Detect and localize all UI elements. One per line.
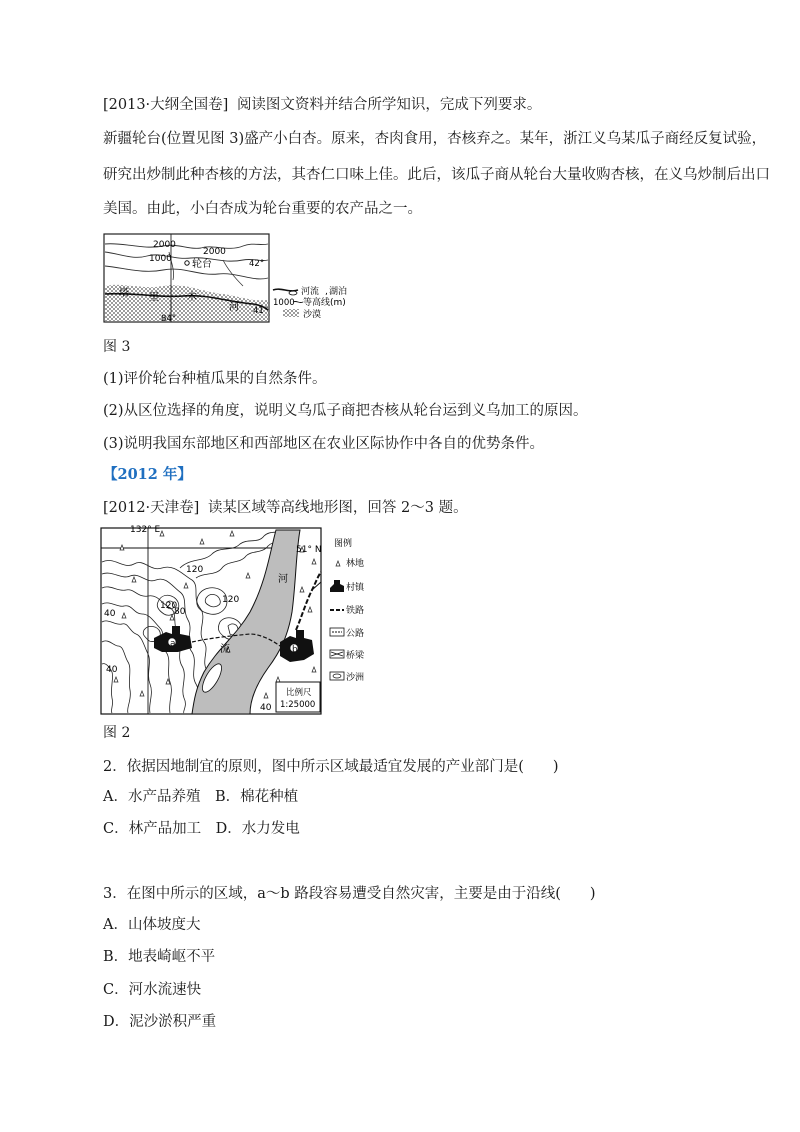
legend-contour-value: 1000 [273,298,295,308]
river-label: 河 [229,302,239,313]
legend-road-label: 公路 [346,629,365,639]
legend-desert-label: 沙漠 [303,310,322,320]
latitude-label: 51° N [296,545,322,555]
contour-label: 1000 [149,254,172,264]
legend-town-label: 村镇 [346,583,365,593]
contour-label: 40 [106,665,118,675]
figure2-caption: 图 2 [103,725,131,741]
figure3-legend [273,285,347,320]
legend-forest-icon [336,561,340,566]
legend-title: 图例 [334,539,353,549]
mcq3-option-b: B．地表崎岖不平 [103,949,216,965]
longitude-label: 132° E [130,525,161,535]
town-b-label: b [292,645,298,655]
legend-town-icon [330,580,344,592]
legend-river-label: 河流 [301,287,320,297]
q2013-question-1: (1)评价轮台种植瓜果的自然条件。 [103,371,327,387]
mcq3-stem: 3．在图中所示的区域，a～b 路段容易遭受自然灾害，主要是由于沿线( ) [103,886,596,902]
q2013-intro [103,94,541,116]
q2012-source: [2012·天津卷] [103,500,200,516]
legend-lake-symbol [289,291,297,295]
legend-river-symbol [273,289,298,291]
luntai-city-marker [185,261,189,265]
mcq2-options-row2: C．林产品加工 D．水力发电 [103,821,300,837]
mcq2-stem: 2．依据因地制宜的原则，图中所示区域最适宜发展的产业部门是( ) [103,759,559,775]
town-a-label: a [170,639,176,649]
mcq3-option-d: D．泥沙淤积严重 [103,1014,217,1030]
legend-forest-label: 林地 [346,559,365,569]
contour-label: 120 [186,565,204,575]
q2013-para-line3: 美国。由此，小白杏成为轮台重要的农产品之一。 [103,201,422,217]
legend-bridge-label: 桥梁 [346,651,365,661]
q2012-intro [103,497,468,519]
latitude-label: 41° [253,306,269,316]
latitude-label: 42° [249,259,265,269]
q2012-instruction: 读某区域等高线地形图，回答 2～3 题。 [207,500,468,516]
river-label: 木 [187,292,197,303]
q2013-question-2: (2)从区位选择的角度，说明义乌瓜子商把杏核从轮台运到义乌加工的原因。 [103,403,588,419]
q2013-question-3: (3)说明我国东部地区和西部地区在农业区际协作中各自的优势条件。 [103,436,545,452]
river-label: 塔 [119,288,129,299]
contour-label: 80 [174,607,186,617]
mcq3-option-a: A．山体坡度大 [103,917,201,933]
figure2-legend [330,537,365,683]
q2013-source: [2013·大纲全国卷] [103,97,229,113]
legend-railway-label: 铁路 [346,606,365,616]
figure2-map [100,522,385,717]
mcq2-options-row1: A．水产品养殖 B．棉花种植 [103,789,299,805]
figure3-caption: 图 3 [103,339,131,355]
contour-label: 2000 [153,240,176,250]
river-label: 河 [278,574,288,585]
figure3-map [103,230,368,325]
mcq3-option-c: C．河水流速快 [103,982,202,998]
legend-separator: , [325,287,328,297]
legend-lake-label: 湖泊 [329,287,348,297]
contour-label: 40 [104,609,116,619]
longitude-label: 84° [161,314,177,324]
legend-sandbar-label: 沙洲 [346,673,365,683]
contour-label: 120 [160,601,178,611]
contour-label: 40 [260,703,272,713]
legend-sandbar-icon [333,674,341,678]
contour-label: 120 [222,595,240,605]
contour-label: 2000 [203,247,226,257]
scale-value: 1:25000 [280,700,316,710]
q2013-para-line1: 新疆轮台(位置见图 3)盛产小白杏。原来，杏肉食用，杏核弃之。某年，浙江义乌某瓜子商经反复试验， [103,131,767,147]
legend-desert-symbol [283,309,299,317]
q2013-para-line2: 研究出炒制此种杏核的方法，其杏仁口味上佳。此后，该瓜子商从轮台大量收购杏核，在义乌炒制后出口 [103,167,770,183]
year-heading: 【2012 年】 [103,466,192,483]
river-label: 里 [149,292,159,303]
city-label: 轮台 [192,259,212,270]
legend-contour-label: 等高线(m) [303,298,346,308]
q2013-instruction: 阅读图文资料并结合所学知识，完成下列要求。 [236,97,542,113]
river-label: 流 [220,644,230,655]
scale-title: 比例尺 [286,688,312,698]
